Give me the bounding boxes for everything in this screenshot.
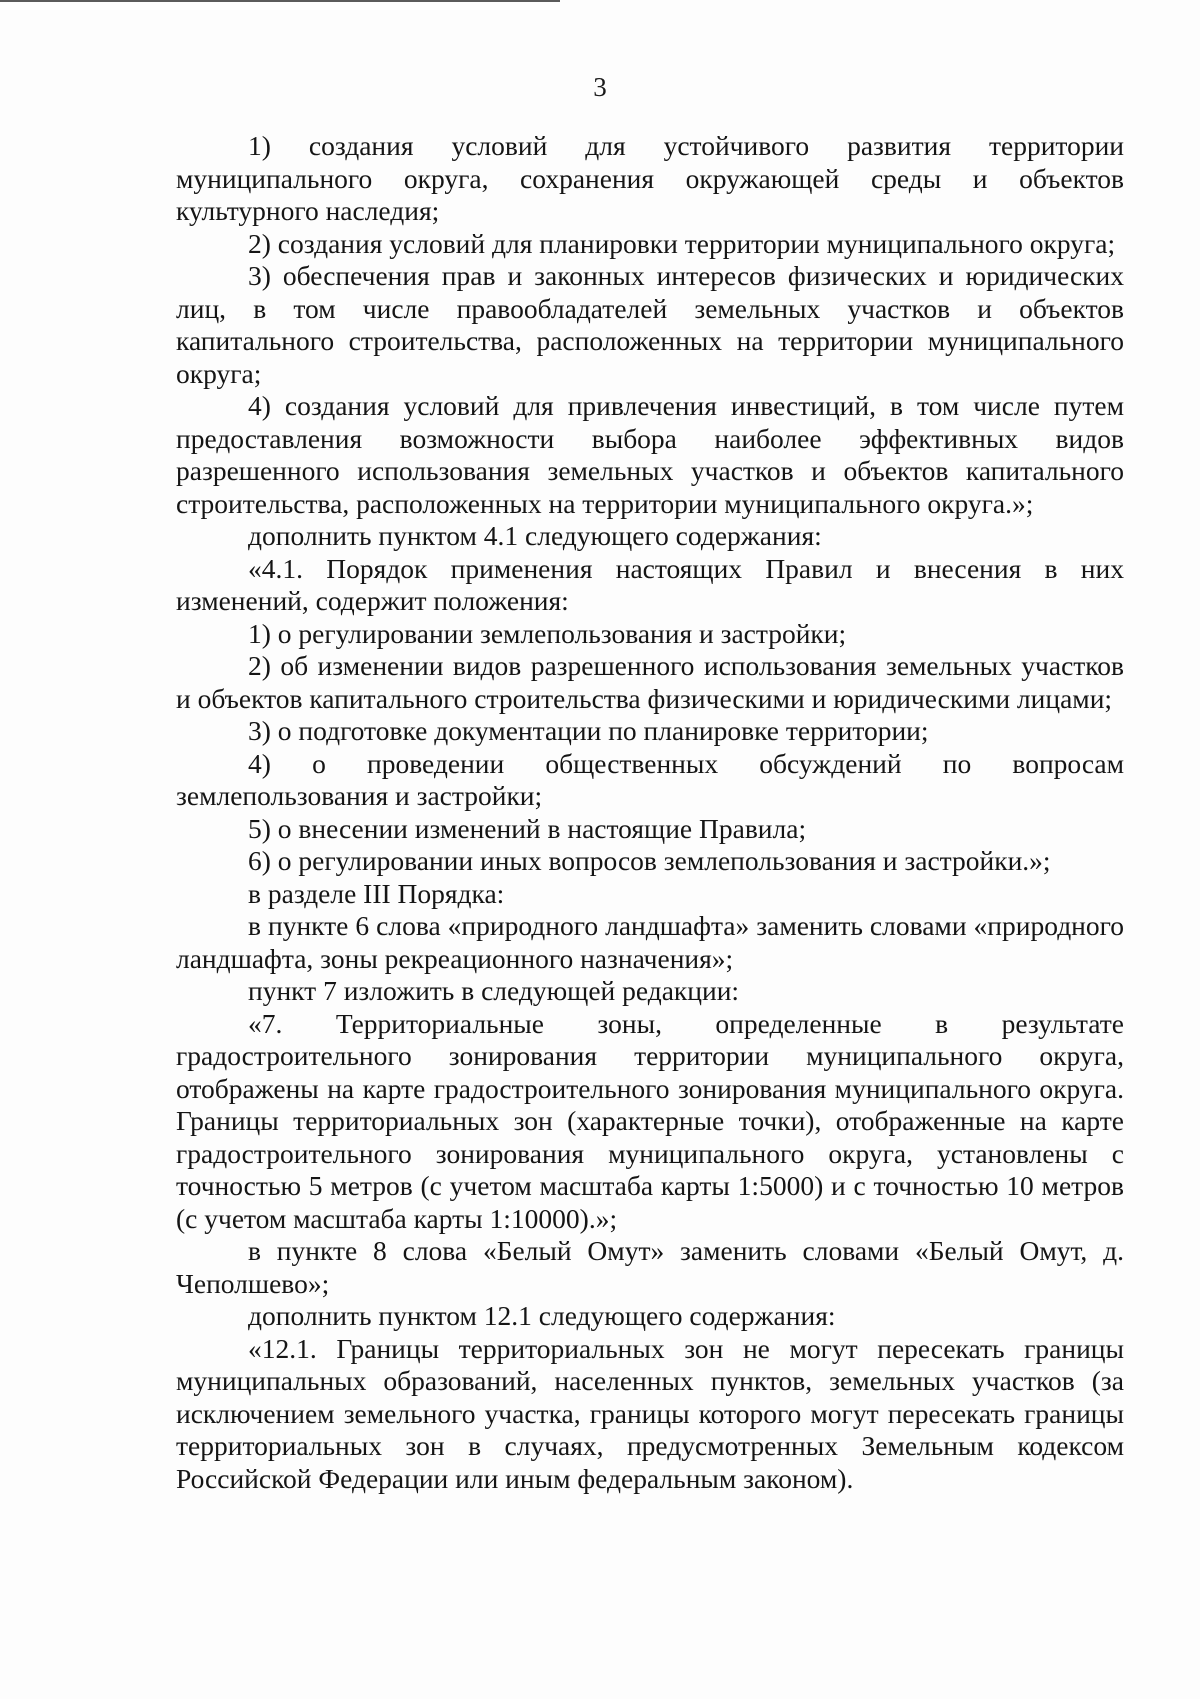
- paragraph: 3) о подготовке документации по планировке территории;: [248, 715, 929, 746]
- document-body: [176, 130, 1124, 1495]
- paragraph: 4) создания условий для привлечения инвестиций, в том числе путем предоставления возможности выбора наиболее эффективных видов разрешенного использования земельных участков и объектов капитального строительства, расположенных на территории муниципального округа.»;: [176, 390, 1124, 519]
- paragraph: в разделе III Порядка:: [248, 877, 505, 909]
- scan-edge-line: [0, 0, 560, 2]
- paragraph: 1) о регулировании землепользования и застройки;: [248, 617, 847, 649]
- paragraph: в пункте 6 слова «природного ландшафта» заменить словами «природного ландшафта, зоны рекреационного назначения»;: [176, 910, 1124, 974]
- page-number: 3: [593, 72, 607, 102]
- paragraph: «7. Территориальные зоны, определенные в результате градостроительного зонирования территории муниципального округа, отображены на карте градостроительного зонирования муниципального округа. Границы территориальных зон (характерные точки), отображенные на карте градостроительного зонирования муниципального округа, установлены с точностью 5 метров (с учетом масштаба карты 1:5000) и с точностью 10 метров (с учетом масштаба карты 1:10000).»;: [176, 1007, 1124, 1234]
- paragraph: «12.1. Границы территориальных зон не могут пересекать границы муниципальных образований, населенных пунктов, земельных участков (за исключением земельного участка, границы которого могут пересекать границы территориальных зон в случаях, предусмотренных Земельным кодексом Российской Федерации или иным федеральным законом).: [176, 1332, 1124, 1494]
- paragraph: 4) о проведении общественных обсуждений по вопросам землепользования и застройки;: [176, 747, 1124, 811]
- paragraph: 6) о регулировании иных вопросов землепользования и застройки.»;: [248, 845, 1051, 876]
- paragraph: 2) создания условий для планировки территории муниципального округа;: [248, 227, 1116, 259]
- paragraph: 5) о внесении изменений в настоящие Правила;: [248, 812, 807, 844]
- paragraph: дополнить пунктом 12.1 следующего содержания:: [248, 1300, 836, 1331]
- paragraph: пункт 7 изложить в следующей редакции:: [248, 975, 740, 1006]
- paragraph: 1) создания условий для устойчивого развития территории муниципального округа, сохранения окружающей среды и объектов культурного наследия;: [176, 130, 1124, 226]
- paragraph: «4.1. Порядок применения настоящих Правил и внесения в них изменений, содержит положения:: [176, 552, 1124, 616]
- paragraph: 2) об изменении видов разрешенного использования земельных участков и объектов капитального строительства физическими и юридическими лицами;: [176, 650, 1124, 714]
- paragraph: 3) обеспечения прав и законных интересов физических и юридических лиц, в том числе правообладателей земельных участков и объектов капитального строительства, расположенных на территории муниципального округа;: [176, 260, 1124, 389]
- paragraph: дополнить пунктом 4.1 следующего содержания:: [248, 520, 822, 551]
- paragraph: в пункте 8 слова «Белый Омут» заменить словами «Белый Омут, д. Чеполшево»;: [176, 1235, 1124, 1299]
